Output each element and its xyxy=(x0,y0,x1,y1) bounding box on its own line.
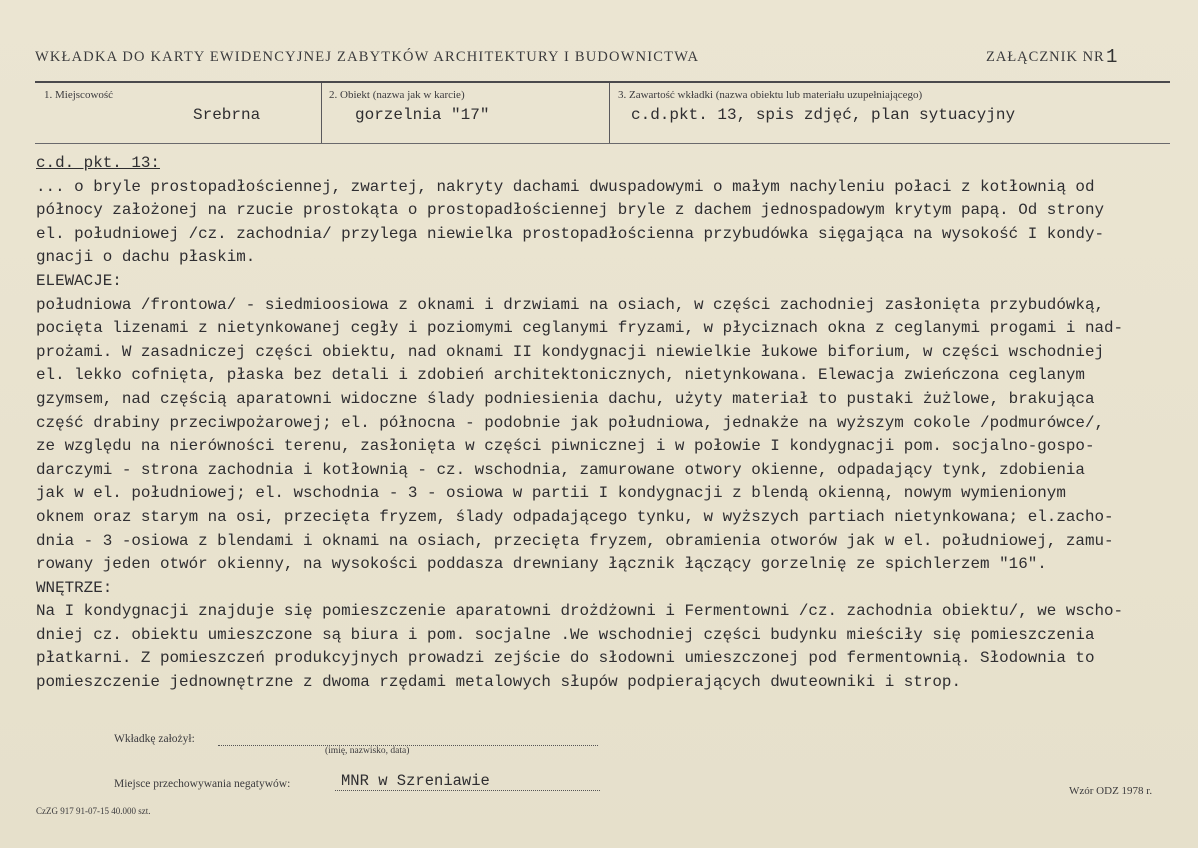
fields-rule xyxy=(35,143,1170,144)
inserted-by-label: Wkładkę założył: xyxy=(114,733,195,745)
body-line: płatkarni. Z pomieszczeń produkcyjnych prowadzi zejście do słodowni umieszczonej pod fermentownią. Słodownia to xyxy=(36,649,1095,668)
locality-value: Srebrna xyxy=(193,106,261,124)
form-code: Wzór ODZ 1978 r. xyxy=(1069,785,1153,797)
body-line: rowany jeden otwór okienny, na wysokości poddasza drewniany łącznik łączący gorzelnię ze spichlerzem "16". xyxy=(36,555,1047,574)
body-line: południowa /frontowa/ - siedmioosiowa z oknami i drzwiami na osiach, w części zachodniej zasłonięta przybudówką, xyxy=(36,295,1105,314)
inserted-by-caption: (imię, nazwisko, data) xyxy=(325,746,410,756)
body-line: dnia - 3 -osiowa z blendami i oknami na osiach, przecięta fryzem, obramienia otworów jak w el. południowej, zamu- xyxy=(36,531,1114,550)
header-rule xyxy=(35,81,1170,83)
locality-label: 1. Miejscowość xyxy=(44,89,114,101)
content-label: 3. Zawartość wkładki (nazwa obiektu lub materiału uzupełniającego) xyxy=(618,89,923,101)
body-line: ze względu na nierówności terenu, zasłonięta w części piwnicznej i w połowie I kondygnacji pom. socjalno-gospo- xyxy=(36,437,1095,456)
section-heading: ELEWACJE: xyxy=(36,271,122,290)
body-line: część drabiny przeciwpożarowej; el. północna - podobnie jak południowa, jednakże na wyższym cokole /podmurówce/, xyxy=(36,413,1105,432)
body-line: Na I kondygnacji znajduje się pomieszczenie aparatowni drożdżowni i Fermentowni /cz. zachodnia obiektu/, we wscho- xyxy=(36,602,1124,621)
body-line: el. lekko cofnięta, płaska bez detali i zdobień architektonicznych, nietynkowana. Elewacja zwieńczona ceglanym xyxy=(36,366,1085,385)
body-line: gnacji o dachu płaskim. xyxy=(36,248,256,267)
content-value: c.d.pkt. 13, spis zdjęć, plan sytuacyjny xyxy=(631,106,1016,124)
body-line: północy założonej na rzucie prostokąta o prostopadłościennej bryle z dachem jednospadowym krytym papą. Od strony xyxy=(36,201,1105,220)
body-line: c.d. pkt. 13: xyxy=(36,154,160,172)
section-heading: WNĘTRZE: xyxy=(36,578,113,597)
body-line: pocięta lizenami z nietynkowanej cegły i poziomymi ceglanymi fryzami, w płyciznach okna z ceglanymi progami i nad- xyxy=(36,319,1124,338)
body-line: ... o bryle prostopadłościennej, zwartej, nakryty dachami dwuspadowymi o małym nachyleniu połaci z kotłownią od xyxy=(36,177,1095,196)
form-title: WKŁADKA DO KARTY EWIDENCYJNEJ ZABYTKÓW ARCHITEKTURY I BUDOWNICTWA xyxy=(35,49,700,65)
annex-number: 1 xyxy=(1106,46,1118,68)
object-value: gorzelnia "17" xyxy=(355,106,490,124)
negatives-value: MNR w Szreniawie xyxy=(341,772,490,790)
body-line: dniej cz. obiektu umieszczone są biura i pom. socjalne .We wschodniej części budynku mieściły się pomieszczenia xyxy=(36,625,1095,644)
body-line: pomieszczenie jednownętrzne z dwoma rzędami metalowych słupów podpierających dwuteowniki i strop. xyxy=(36,673,961,692)
body-line: darczymi - strona zachodnia i kotłownią - cz. wschodnia, zamurowane otwory okienne, odpadający tynk, zdobienia xyxy=(36,460,1085,479)
body-line: prożami. W zasadniczej części obiektu, nad oknami II kondygnacji niewielkie łukowe biforium, w części wschodniej xyxy=(36,342,1105,361)
annex-label: ZAŁĄCZNIK NR xyxy=(986,49,1105,65)
body-line: jak w el. południowej; el. wschodnia - 3 - osiowa w partii I kondygnacji z blendą okienną, nowym wymienionym xyxy=(36,484,1066,503)
description-text xyxy=(36,152,1186,695)
negatives-label: Miejsce przechowywania negatywów: xyxy=(114,778,291,790)
body-line: oknem oraz starym na osi, przecięta fryzem, ślady odpadającego tynku, w wyższych partiach nietynkowana; el.zacho- xyxy=(36,507,1114,526)
field-divider xyxy=(321,83,322,143)
body-line: gzymsem, nad częścią aparatowni widoczne ślady podniesienia dachu, użyty materiał to pustaki żużlowe, brakująca xyxy=(36,389,1095,408)
object-label: 2. Obiekt (nazwa jak w karcie) xyxy=(329,89,465,101)
print-code: CzZG 917 91-07-15 40.000 szt. xyxy=(36,806,151,816)
body-line: el. południowej /cz. zachodnia/ przylega niewielka prostopadłościenna przybudówka sięgająca na wysokość I kondy- xyxy=(36,224,1105,243)
negatives-line xyxy=(335,790,600,791)
field-divider xyxy=(609,83,610,143)
